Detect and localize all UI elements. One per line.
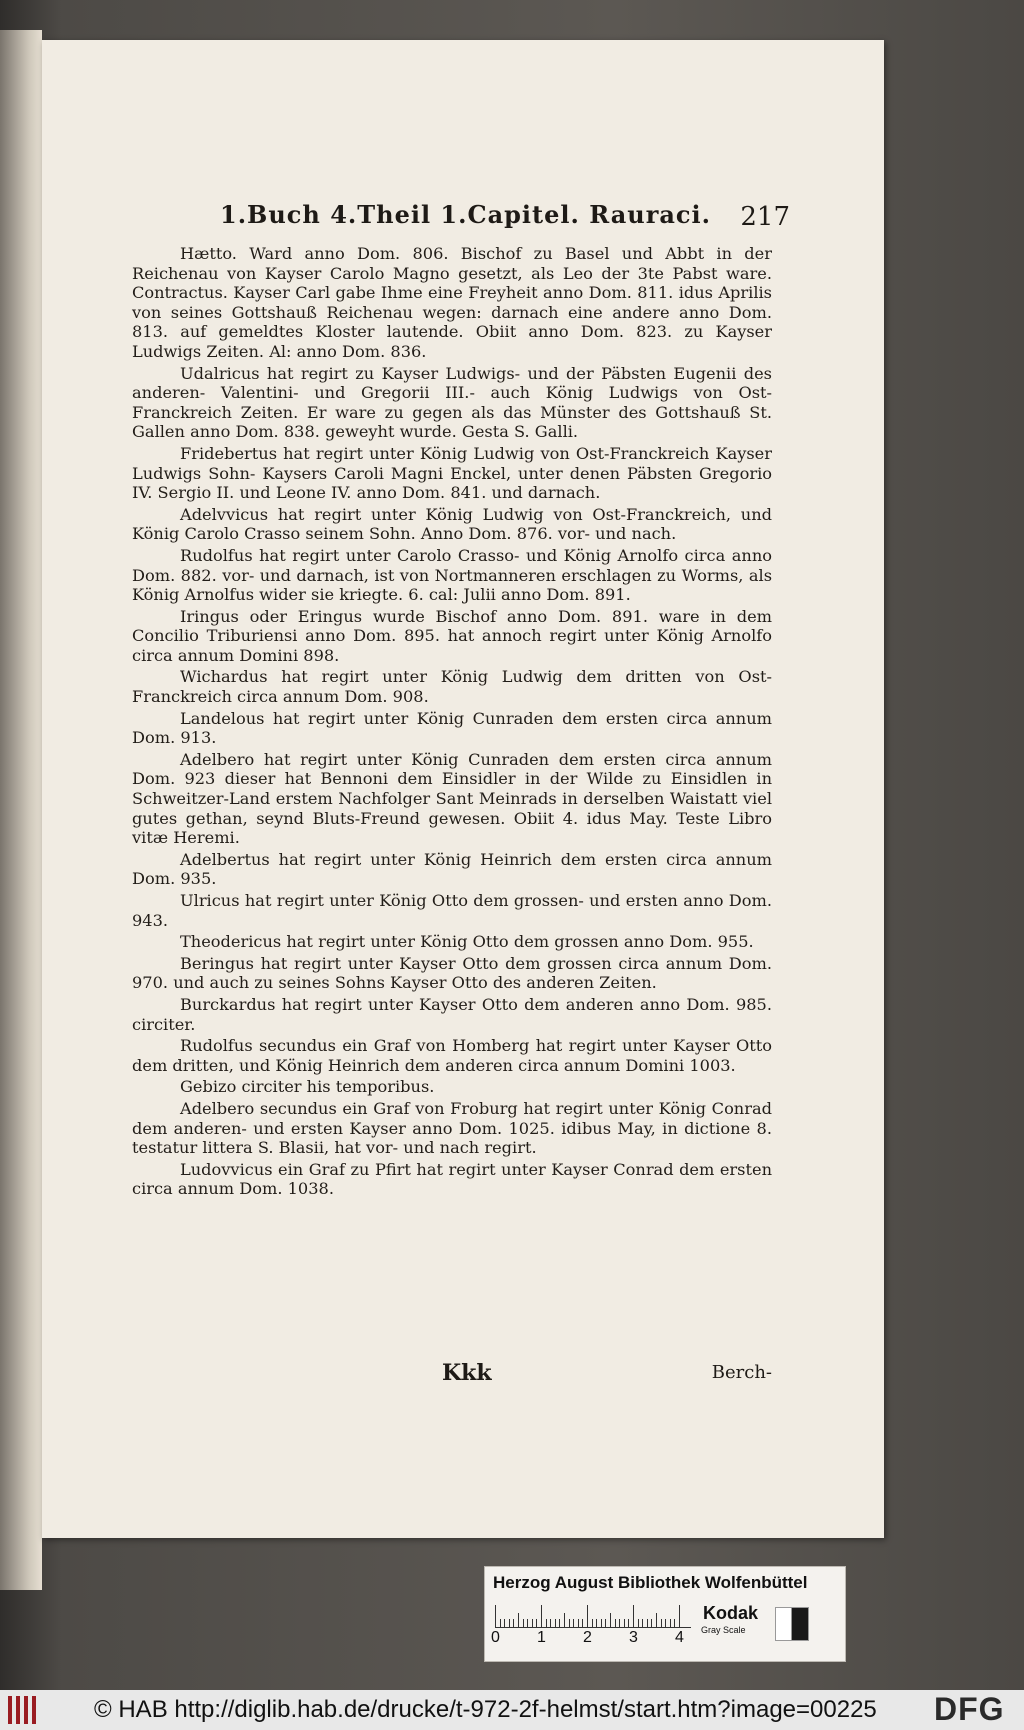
paragraph: Adelbero hat regirt unter König Cunraden dem ersten circa annum Dom. 923 dieser hat Bennoni dem Einsidler in der Wilde zu Einsidlen in Schweitzer-Land erstem Nachfolger Sant Meinrads in derselben Waistatt viel gutes gethan, seynd Bluts-Freund gewesen. Obiit 4. idus May. Teste Libro vitæ Heremi.	[132, 749, 772, 848]
ruler-tick	[674, 1619, 675, 1627]
ruler-tick	[559, 1619, 560, 1627]
paragraph: Hætto. Ward anno Dom. 806. Bischof zu Basel und Abbt in der Reichenau von Kayser Carolo Magno gesetzt, als Leo der 3te Pabst ware. Contractus. Kayser Carl gabe Ihme eine Freyheit anno Dom. 811. idus Aprilis von seines Gottshauß Reichenau wegen: darnach eine andere anno Dom. 813. auf gemeldtes Kloster lautende. Obiit anno Dom. 823. zu Kayser Ludwigs Zeiten. Al: anno Dom. 836.	[132, 244, 772, 361]
ruler-tick	[550, 1619, 551, 1627]
page-header	[220, 200, 790, 240]
ruler-tick	[647, 1619, 648, 1627]
hab-logo-icon	[4, 1694, 44, 1726]
body-text	[132, 244, 772, 1201]
ruler-tick	[578, 1619, 579, 1627]
ruler-tick	[679, 1605, 680, 1627]
ruler-tick	[527, 1619, 528, 1627]
paragraph: Landelous hat regirt unter König Cunraden dem ersten circa annum Dom. 913.	[132, 708, 772, 748]
paragraph: Ludovvicus ein Graf zu Pfirt hat regirt unter Kayser Conrad dem ersten circa annum Dom. 1038.	[132, 1159, 772, 1199]
ruler-tick	[500, 1619, 501, 1627]
paragraph: Theodericus hat regirt unter König Otto dem grossen anno Dom. 955.	[180, 932, 754, 952]
paragraph: Iringus oder Eringus wurde Bischof anno Dom. 891. ware in dem Concilio Triburiensi anno Dom. 895. hat annoch regirt unter König Arnolfo circa annum Domini 898.	[132, 606, 772, 665]
ruler-tick	[592, 1619, 593, 1627]
ruler-tick	[504, 1619, 505, 1627]
ruler-tick	[564, 1613, 565, 1627]
ruler-tick	[518, 1613, 519, 1627]
ruler-tick	[605, 1619, 606, 1627]
paragraph: Rudolfus secundus ein Graf von Homberg hat regirt unter Kayser Otto dem dritten, und König Heinrich dem anderen circa annum Domini 1003.	[132, 1036, 772, 1075]
ruler-tick	[610, 1613, 611, 1627]
ruler-tick	[615, 1619, 616, 1627]
paragraph: Adelbero secundus ein Graf von Froburg hat regirt unter König Conrad dem anderen- und ersten Kayser anno Dom. 1025. idibus May, in dictione 8. testatur littera S. Blasii, hat vor- und nach regirt.	[132, 1098, 772, 1158]
scale-number: 2	[583, 1629, 592, 1646]
ruler-tick	[582, 1619, 583, 1627]
signature-mark: Kkk	[442, 1360, 492, 1386]
scale-number: 4	[675, 1629, 684, 1646]
library-name: Herzog August Bibliothek Wolfenbüttel	[493, 1573, 808, 1592]
ruler-tick	[523, 1619, 524, 1627]
kodak-logo: Kodak	[703, 1603, 759, 1623]
ruler-tick	[587, 1605, 588, 1627]
ruler-tick	[509, 1619, 510, 1627]
paragraph: Fridebertus hat regirt unter König Ludwig von Ost-Franckreich Kayser Ludwigs Sohn- Kaysers Caroli Magni Enckel, unter denen Päbsten Gregorio IV. Sergio II. und Leone IV. anno Dom. 841. und darnach.	[132, 443, 772, 503]
ruler-tick	[661, 1619, 662, 1627]
ruler-tick	[573, 1619, 574, 1627]
ruler-tick	[541, 1605, 542, 1627]
page-footer	[442, 1360, 772, 1390]
ruler-tick	[642, 1619, 643, 1627]
ruler-tick	[656, 1613, 657, 1627]
ruler-tick	[601, 1619, 602, 1627]
scale-numbers	[491, 1629, 711, 1649]
paragraph: Udalricus hat regirt zu Kayser Ludwigs- und der Päbsten Eugenii des anderen- Valentini- und Gregorii III.- auch König Ludwigs von Ost-Franckreich Zeiten. Er ware zu gegen als das Münster des Gottshauß St. Gallen anno Dom. 838. geweyht wurde. Gesta S. Galli.	[132, 363, 772, 442]
scale-number: 0	[491, 1629, 500, 1646]
paragraph: Burckardus hat regirt unter Kayser Otto dem anderen anno Dom. 985. circiter.	[132, 994, 772, 1034]
ruler-tick	[536, 1619, 537, 1627]
page-number: 217	[740, 202, 790, 232]
ruler-tick	[619, 1619, 620, 1627]
paragraph: Adelbertus hat regirt unter König Heinrich dem ersten circa annum Dom. 935.	[132, 849, 772, 889]
ruler-tick	[651, 1619, 652, 1627]
gray-scale-label: Gray Scale	[701, 1625, 746, 1635]
ruler-tick	[633, 1605, 634, 1627]
running-head: 1.Buch 4.Theil 1.Capitel. Rauraci.	[220, 200, 711, 229]
ruler-tick	[495, 1605, 496, 1627]
paragraph: Gebizo circiter his temporibus.	[180, 1077, 435, 1097]
ruler-tick	[596, 1619, 597, 1627]
paragraph: Beringus hat regirt unter Kayser Otto dem grossen circa annum Dom. 970. und auch zu seines Sohns Kayser Otto des anderen Zeiten.	[132, 953, 772, 993]
ruler-tick	[532, 1619, 533, 1627]
source-url-link[interactable]: © HAB http://diglib.hab.de/drucke/t-972-2f-helmst/start.htm?image=00225	[94, 1696, 877, 1723]
dfg-logo: DFG	[934, 1691, 1005, 1727]
ruler-tick	[628, 1619, 629, 1627]
ruler-tick	[624, 1619, 625, 1627]
black-swatch	[791, 1607, 809, 1641]
scale-ruler	[495, 1605, 691, 1628]
scale-number: 3	[629, 1629, 638, 1646]
ruler-tick	[670, 1619, 671, 1627]
ruler-tick	[569, 1619, 570, 1627]
catchword: Berch-	[711, 1362, 772, 1383]
ruler-tick	[546, 1619, 547, 1627]
previous-page-edge	[0, 30, 42, 1590]
scale-number: 1	[537, 1629, 546, 1646]
viewer-footer-bar	[0, 1690, 1024, 1730]
paragraph: Rudolfus hat regirt unter Carolo Crasso- und König Arnolfo circa anno Dom. 882. vor- und darnach, ist von Nortmanneren erschlagen zu Worms, als König Arnolfus wider sie kriegte. 6. cal: Julii anno Dom. 891.	[132, 545, 772, 605]
ruler-tick	[555, 1619, 556, 1627]
paragraph: Adelvvicus hat regirt unter König Ludwig von Ost-Franckreich, und König Carolo Crasso seinem Sohn. Anno Dom. 876. vor- und nach.	[132, 504, 772, 544]
book-page	[42, 40, 884, 1538]
paragraph: Wichardus hat regirt unter König Ludwig dem dritten von Ost-Franckreich circa annum Dom. 908.	[132, 667, 772, 707]
color-target-card	[484, 1566, 846, 1662]
ruler-tick	[513, 1619, 514, 1627]
ruler-tick	[665, 1619, 666, 1627]
paragraph: Ulricus hat regirt unter König Otto dem grossen- und ersten anno Dom. 943.	[132, 891, 772, 930]
ruler-tick	[638, 1619, 639, 1627]
